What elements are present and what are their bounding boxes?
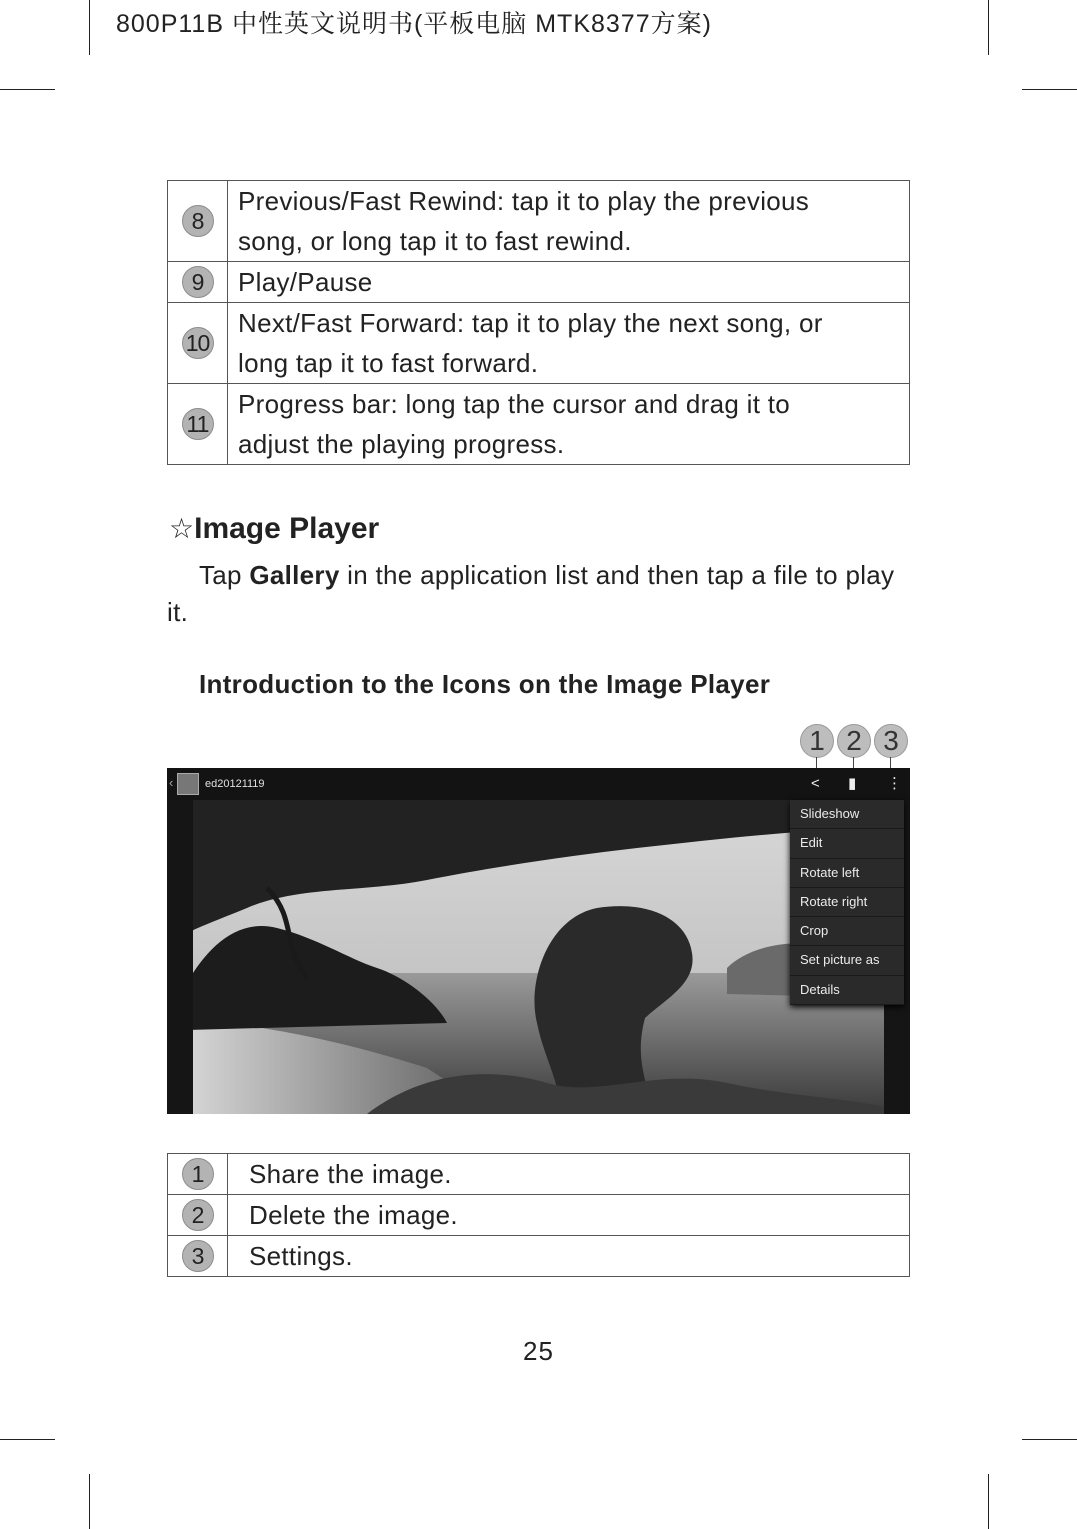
menu-item-set-picture-as[interactable]: Set picture as — [790, 946, 904, 975]
row-text-line: Progress bar: long tap the cursor and drag it to — [238, 389, 791, 419]
gallery-screenshot — [167, 768, 910, 1114]
row-text-line: adjust the playing progress. — [238, 429, 565, 459]
table-row — [168, 1236, 910, 1277]
gallery-action-bar — [167, 768, 910, 800]
crop-mark — [988, 1474, 989, 1529]
overflow-menu — [790, 800, 904, 1005]
star-icon: ☆ — [169, 513, 195, 544]
table-row — [168, 1195, 910, 1236]
row-text: Share the image. — [228, 1154, 910, 1195]
row-text-line: song, or long tap it to fast rewind. — [238, 226, 632, 256]
number-badge: 11 — [182, 408, 214, 440]
menu-item-slideshow[interactable]: Slideshow — [790, 800, 904, 829]
gallery-app-icon[interactable] — [177, 773, 199, 795]
number-badge: 2 — [182, 1199, 214, 1231]
table-row — [168, 1154, 910, 1195]
crop-mark — [89, 0, 90, 55]
back-caret-icon[interactable]: ‹ — [169, 775, 174, 790]
table-row — [168, 181, 910, 262]
row-text-line: Previous/Fast Rewind: tap it to play the previous — [238, 186, 810, 216]
row-text: Settings. — [228, 1236, 910, 1277]
table-row — [168, 262, 910, 303]
gallery-app-name: Gallery — [249, 560, 340, 590]
share-icon[interactable]: < — [811, 775, 820, 792]
callout-badge: 2 — [837, 724, 871, 758]
table-row — [168, 303, 910, 384]
subheading: Introduction to the Icons on the Image Player — [199, 669, 771, 699]
row-text-line: long tap it to fast forward. — [238, 348, 539, 378]
album-title: ed20121119 — [205, 778, 265, 790]
overflow-menu-icon[interactable]: ⋮ — [887, 775, 902, 792]
menu-item-edit[interactable]: Edit — [790, 829, 904, 858]
crop-mark — [0, 1439, 55, 1440]
table-row — [168, 384, 910, 465]
number-badge: 3 — [182, 1240, 214, 1272]
row-text-line: Next/Fast Forward: tap it to play the next song, or — [238, 308, 823, 338]
crop-mark — [1022, 1439, 1077, 1440]
crop-mark — [89, 1474, 90, 1529]
number-badge: 8 — [182, 205, 214, 237]
menu-item-details[interactable]: Details — [790, 976, 904, 1005]
menu-item-rotate-right[interactable]: Rotate right — [790, 888, 904, 917]
page-number: 25 — [523, 1336, 554, 1366]
number-badge: 1 — [182, 1158, 214, 1190]
crop-mark — [988, 0, 989, 55]
number-badge: 10 — [182, 327, 214, 359]
menu-item-rotate-left[interactable]: Rotate left — [790, 859, 904, 888]
callout-badge: 3 — [874, 724, 908, 758]
crop-mark — [1022, 89, 1077, 90]
number-badge: 9 — [182, 266, 214, 298]
document-header: 800P11B 中性英文说明书(平板电脑 MTK8377方案) — [116, 10, 712, 38]
row-text: Delete the image. — [228, 1195, 910, 1236]
controls-table — [167, 180, 910, 465]
callout-badge: 1 — [800, 724, 834, 758]
section-title-text: Image Player — [194, 512, 380, 545]
menu-item-crop[interactable]: Crop — [790, 917, 904, 946]
section-title — [169, 512, 379, 546]
crop-mark — [0, 89, 55, 90]
trash-icon[interactable]: ▮ — [848, 775, 857, 792]
intro-paragraph: Tap Gallery in the application list and then tap a file to play it. — [167, 560, 895, 627]
row-text-line: Play/Pause — [238, 267, 373, 297]
icons-table — [167, 1153, 910, 1277]
